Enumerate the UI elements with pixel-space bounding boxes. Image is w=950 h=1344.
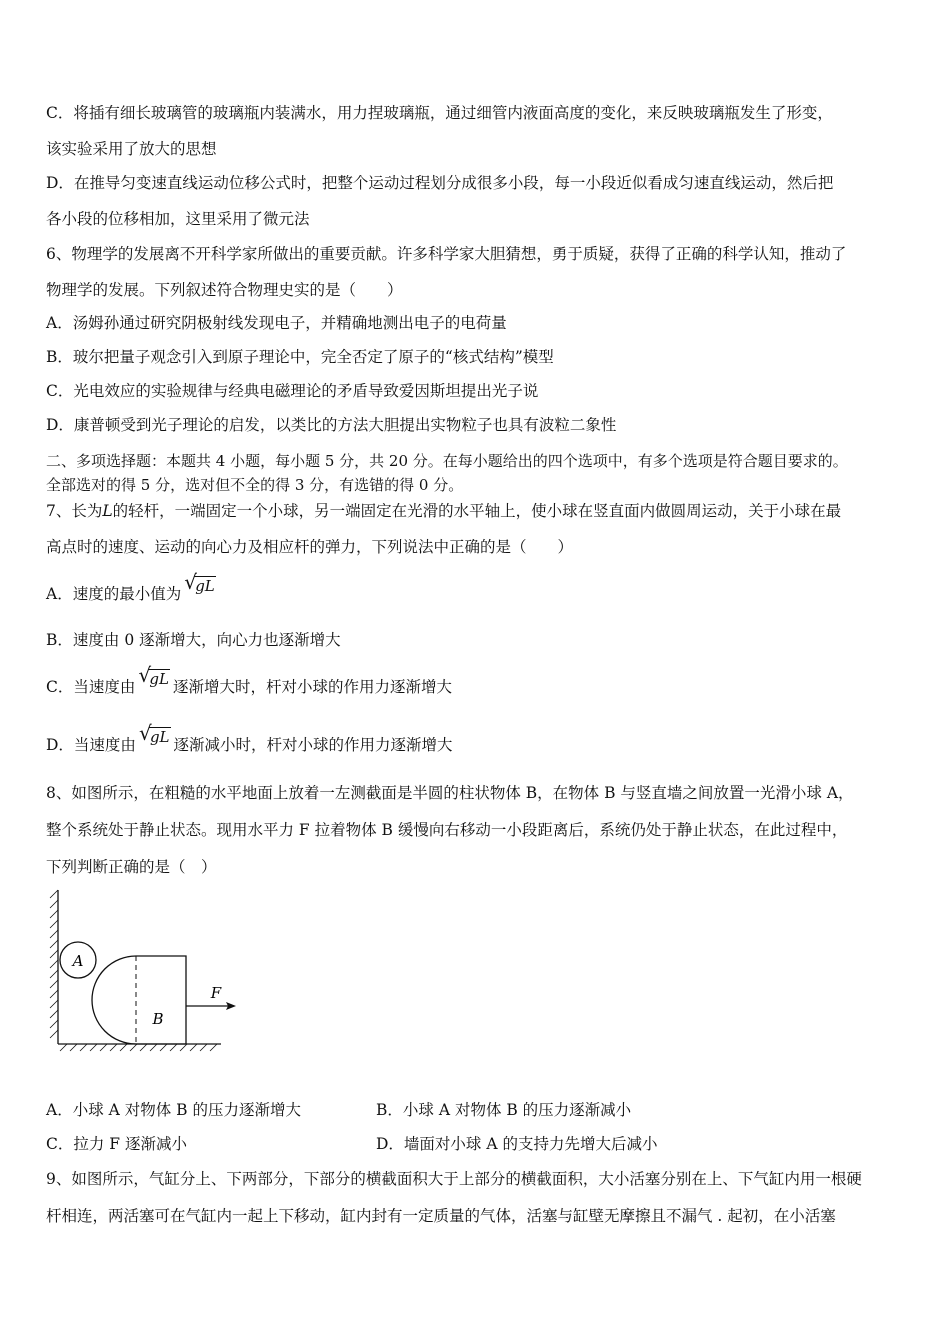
wall-hatch: [50, 890, 58, 1038]
q5-option-d-line1: D．在推导匀变速直线运动位移公式时，把整个运动过程划分成很多小段，每一小段近似看成匀速直线运动，然后把: [46, 174, 834, 192]
q6-option-c: C．光电效应的实验规律与经典电磁理论的矛盾导致爱因斯坦提出光子说: [46, 382, 539, 400]
q5-option-c-line1: C．将插有细长玻璃管的玻璃瓶内装满水，用力捏玻璃瓶，通过细管内液面高度的变化，来反映玻璃瓶发生了形变，: [46, 104, 833, 122]
q8-option-a: A．小球 A 对物体 B 的压力逐渐增大: [46, 1101, 301, 1119]
q8-stem-line1: 8、如图所示，在粗糙的水平地面上放着一左测截面是半圆的柱状物体 B，在物体 B 与竖直墙之间放置一光滑小球 A，: [46, 784, 854, 802]
label-f: F: [210, 984, 222, 1002]
q5-option-d-line2: 各小段的位移相加，这里采用了微元法: [46, 210, 310, 228]
q7-option-c: [46, 663, 452, 697]
label-b: B: [152, 1010, 164, 1028]
q7-stem-pre: 7、长为: [46, 502, 103, 520]
q8-stem-line2: 整个系统处于静止状态。现用水平力 F 拉着物体 B 缓慢向右移动一小段距离后，系统仍处于静止状态，在此过程中，: [46, 821, 848, 839]
q8-option-b: B．小球 A 对物体 B 的压力逐渐减小: [376, 1101, 632, 1119]
q7-stem-post: 的轻杆，一端固定一个小球，另一端固定在光滑的水平轴上，使小球在竖直面内做圆周运动，关于小球在最: [112, 502, 842, 520]
q7-option-c-pre: C．当速度由: [46, 678, 136, 696]
q6-stem-line1: 6、物理学的发展离不开科学家所做出的重要贡献。许多科学家大胆猜想，勇于质疑，获得了正确的科学认知，推动了: [46, 245, 847, 263]
q5-option-c-line2: 该实验采用了放大的思想: [46, 140, 217, 158]
sqrt-gl-a: √ gL: [184, 570, 215, 595]
body-b-outline: [92, 956, 186, 1044]
section-header-line1: 二、多项选择题：本题共 4 小题，每小题 5 分，共 20 分。在每小题给出的四个选项中，有多个选项是符合题目要求的。: [46, 452, 848, 470]
sqrt-gl-d: √ gL: [138, 721, 170, 746]
q9-stem-line2: 杆相连，两活塞可在气缸内一起上下移动，缸内封有一定质量的气体，活塞与缸壁无摩擦且不漏气 . 起初，在小活塞: [46, 1207, 836, 1225]
section-header-line2: 全部选对的得 5 分，选对但不全的得 3 分，有选错的得 0 分。: [46, 476, 464, 494]
ground-hatch: [60, 1044, 217, 1051]
q6-option-a: A．汤姆孙通过研究阴极射线发现电子，并精确地测出电子的电荷量: [46, 314, 507, 332]
q8-option-d: D．墙面对小球 A 的支持力先增大后减小: [376, 1135, 658, 1153]
q7-option-a-text: A．速度的最小值为: [46, 585, 182, 603]
q7-option-d-post: 逐渐减小时，杆对小球的作用力逐渐增大: [173, 736, 453, 754]
q6-stem-line2: 物理学的发展。下列叙述符合物理史实的是（ ）: [46, 281, 403, 299]
q7-option-c-post: 逐渐增大时，杆对小球的作用力逐渐增大: [172, 678, 452, 696]
q7-stem-line2: 高点时的速度、运动的向心力及相应杆的弹力，下列说法中正确的是（ ）: [46, 538, 574, 556]
q7-option-d: [46, 721, 453, 755]
q7-stem-line1: [46, 501, 841, 521]
q6-option-b: B．玻尔把量子观念引入到原子理论中，完全否定了原子的“核式结构”模型: [46, 348, 554, 366]
q7-option-d-pre: D．当速度由: [46, 736, 136, 754]
label-a: A: [72, 952, 84, 970]
q9-stem-line1: 9、如图所示，气缸分上、下两部分，下部分的横截面积大于上部分的横截面积，大小活塞分别在上、下气缸内用一根硬: [46, 1170, 862, 1188]
q8-figure: [46, 888, 246, 1054]
q7-variable-l: L: [102, 502, 113, 520]
q7-option-b: B．速度由 0 逐渐增大，向心力也逐渐增大: [46, 631, 341, 649]
sqrt-gl-c: √ gL: [138, 663, 169, 688]
q8-option-c: C．拉力 F 逐渐减小: [46, 1135, 187, 1153]
q6-option-d: D．康普顿受到光子理论的启发，以类比的方法大胆提出实物粒子也具有波粒二象性: [46, 416, 617, 434]
q7-option-a: [46, 570, 219, 604]
q8-stem-line3: 下列判断正确的是（ ）: [46, 858, 217, 876]
